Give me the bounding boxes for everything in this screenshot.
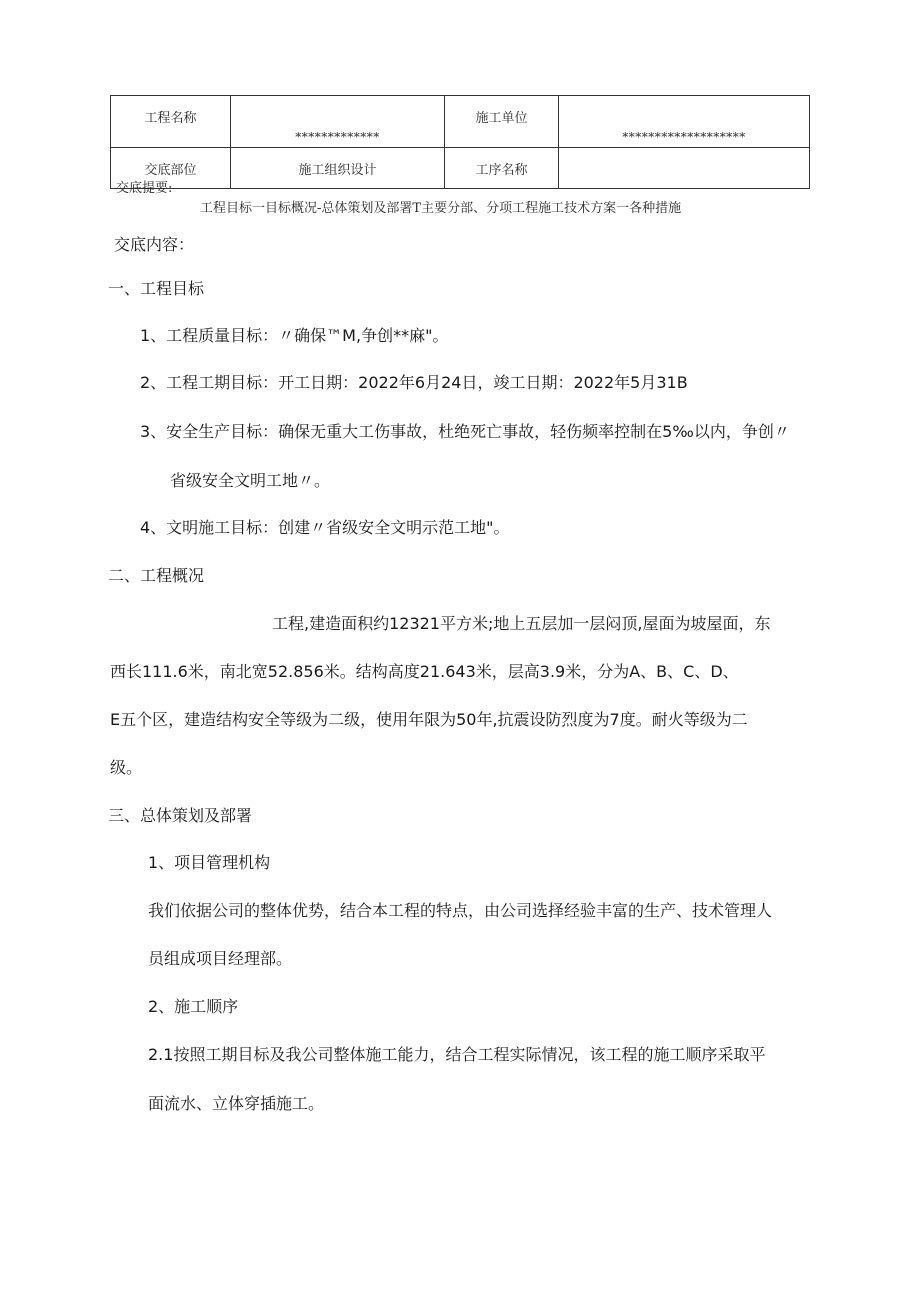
- sub2-line-2: 面流水、立体穿插施工。: [148, 1094, 325, 1113]
- header-row-2: [111, 148, 810, 189]
- project-name-value: *************: [231, 96, 445, 148]
- content-label: 交底内容：: [114, 235, 195, 254]
- goal-safety: 3、安全生产目标：确保无重大工伤事故，杜绝死亡事故，轻伤频率控制在5‰以内，争创〃: [140, 422, 790, 441]
- sub1-title: 1、项目管理机构: [148, 853, 271, 872]
- process-name-label: 工序名称: [445, 148, 559, 189]
- section-1-heading: 一、工程目标: [108, 279, 205, 298]
- overview-line-4: 级。: [110, 758, 143, 777]
- construction-unit-value: *******************: [559, 96, 810, 148]
- sub1-line-1: 我们依据公司的整体优势，结合本工程的特点，由公司选择经验丰富的生产、技术管理人: [148, 901, 773, 920]
- sub2-title: 2、施工顺序: [148, 997, 239, 1016]
- disclosure-part-label: 交底部位: [111, 148, 231, 189]
- header-row-1: [111, 96, 810, 148]
- section-2-heading: 二、工程概况: [108, 566, 205, 585]
- summary-text: 工程目标一目标概况-总体策划及部署T主要分部、分项工程施工技术方案一各种措施: [200, 201, 682, 216]
- summary-label: 交底提要:: [116, 181, 173, 196]
- overview-line-3: E五个区，建造结构安全等级为二级，使用年限为50年,抗震设防烈度为7度。耐火等级为二: [110, 710, 748, 729]
- overview-line-2: 西长111.6米，南北宽52.856米。结构高度21.643米，层高3.9米，分为A、B、C、D、: [110, 662, 739, 681]
- construction-unit-label: 施工单位: [445, 96, 559, 148]
- goal-civilized: 4、文明施工目标：创建〃省级安全文明示范工地"。: [140, 518, 510, 537]
- goal-schedule: 2、工程工期目标：开工日期：2022年6月24日，竣工日期：2022年5月31B: [140, 373, 688, 392]
- header-table: [110, 95, 810, 189]
- project-name-label: 工程名称: [111, 96, 231, 148]
- goal-safety-cont: 省级安全文明工地〃。: [170, 471, 331, 490]
- goal-quality: 1、工程质量目标：〃确保™M,争创**麻"。: [140, 326, 449, 345]
- process-name-value: [559, 148, 810, 189]
- overview-line-1: 工程,建造面积约12321平方米;地上五层加一层闷顶,屋面为坡屋面，东: [272, 614, 771, 633]
- sub1-line-2: 员组成项目经理部。: [148, 949, 293, 968]
- section-3-heading: 三、总体策划及部署: [108, 806, 253, 825]
- disclosure-part-value: 施工组织设计: [231, 148, 445, 189]
- sub2-line-1: 2.1按照工期目标及我公司整体施工能力，结合工程实际情况，该工程的施工顺序采取平: [148, 1045, 766, 1064]
